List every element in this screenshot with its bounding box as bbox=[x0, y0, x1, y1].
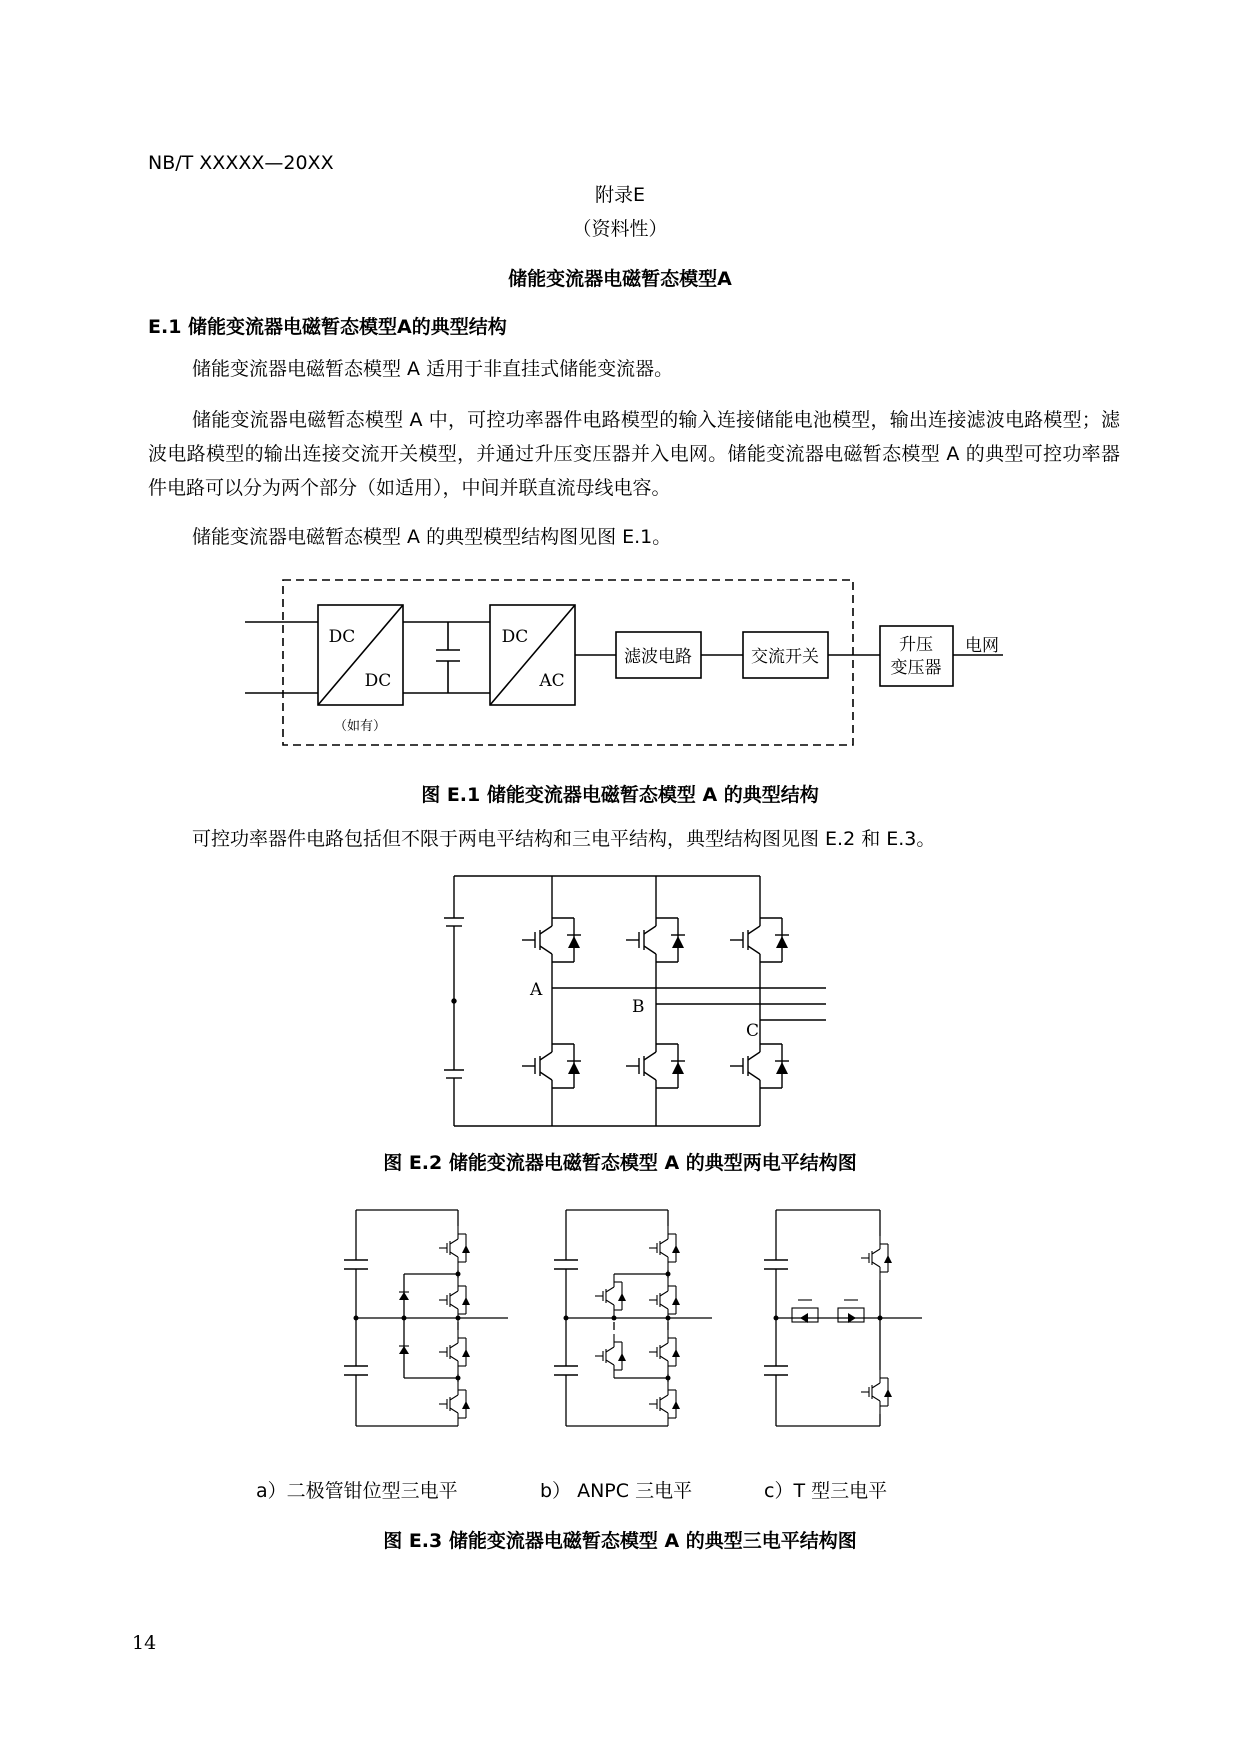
transformer-label-2: 变压器 bbox=[890, 658, 942, 678]
page-number: 14 bbox=[132, 1632, 157, 1654]
optional-label: （如有） bbox=[333, 719, 387, 734]
figure-e3-caption: 图 E.3 储能变流器电磁暂态模型 A 的典型三电平结构图 bbox=[383, 1530, 857, 1552]
appendix-heading: 储能变流器电磁暂态模型A bbox=[508, 268, 732, 290]
appendix-nature: （资料性） bbox=[572, 218, 668, 240]
figure-e1-block-diagram bbox=[240, 570, 1020, 760]
dcdc-input-label: DC bbox=[328, 627, 356, 647]
figure-e3a-label: a）二极管钳位型三电平 bbox=[256, 1480, 458, 1502]
paragraph-4: 可控功率器件电路包括但不限于两电平结构和三电平结构，典型结构图见图 E.2 和 E.3。 bbox=[192, 828, 936, 850]
phase-b-label: B bbox=[632, 997, 645, 1017]
figure-e3b-label: b） ANPC 三电平 bbox=[540, 1480, 693, 1502]
figure-e2-two-level-circuit bbox=[440, 870, 840, 1140]
dcac-input-label: DC bbox=[501, 627, 529, 647]
figure-e2-caption: 图 E.2 储能变流器电磁暂态模型 A 的典型两电平结构图 bbox=[383, 1152, 857, 1174]
figure-e3c-label: c）T 型三电平 bbox=[764, 1480, 888, 1502]
document-number: NB/T XXXXX—20XX bbox=[148, 152, 334, 174]
phase-c-label: C bbox=[746, 1021, 760, 1041]
figure-e3-three-level-circuits bbox=[330, 1200, 940, 1450]
paragraph-2: 储能变流器电磁暂态模型 A 中，可控功率器件电路模型的输入连接储能电池模型，输出连接滤波电路模型；滤波电路模型的输出连接交流开关模型，并通过升压变压器并入电网。储能变流器电磁暂态模型 A 的典型可控功率器件电路可以分为两个部分（如适用），中间并联直流母线电容。 bbox=[148, 409, 1120, 499]
filter-label: 滤波电路 bbox=[624, 647, 692, 667]
paragraph-3: 储能变流器电磁暂态模型 A 的典型模型结构图见图 E.1。 bbox=[192, 526, 672, 548]
ac-switch-label: 交流开关 bbox=[751, 647, 819, 667]
dcdc-output-label: DC bbox=[364, 671, 392, 691]
figure-e1-caption: 图 E.1 储能变流器电磁暂态模型 A 的典型结构 bbox=[421, 784, 819, 806]
section-title: E.1 储能变流器电磁暂态模型A的典型结构 bbox=[148, 316, 507, 338]
appendix-title: 附录E bbox=[594, 184, 645, 206]
paragraph-1: 储能变流器电磁暂态模型 A 适用于非直挂式储能变流器。 bbox=[192, 358, 674, 380]
grid-label: 电网 bbox=[965, 636, 999, 656]
transformer-label-1: 升压 bbox=[899, 635, 933, 655]
dcac-output-label: AC bbox=[539, 671, 565, 691]
phase-a-label: A bbox=[530, 980, 543, 1000]
